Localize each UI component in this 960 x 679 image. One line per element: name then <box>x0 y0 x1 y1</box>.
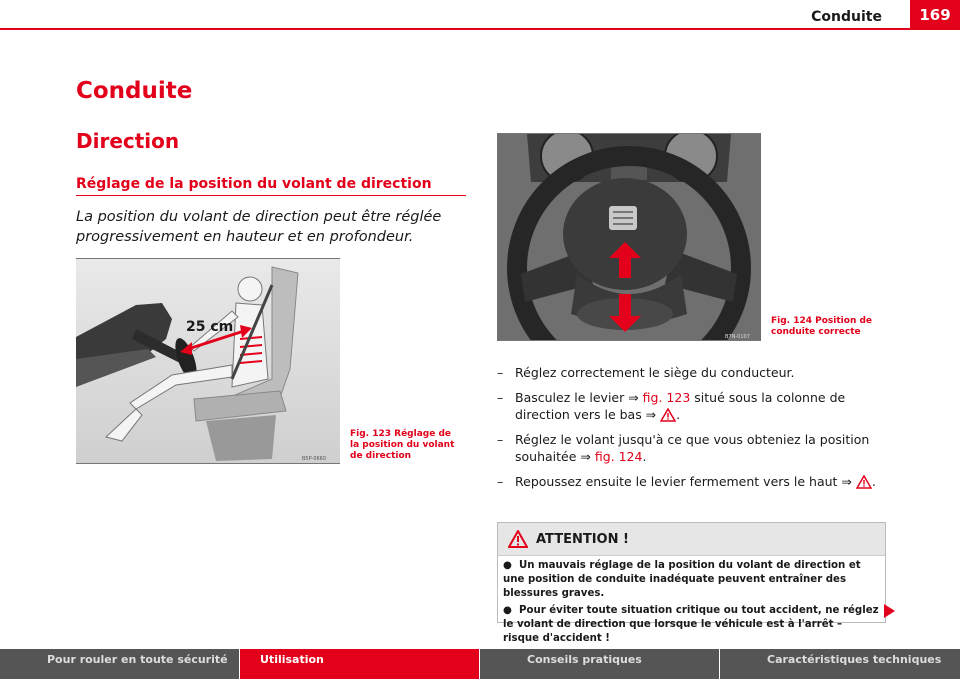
next-page-arrow-icon[interactable] <box>884 604 895 618</box>
attention-box <box>497 522 886 644</box>
instruction-list <box>497 364 897 498</box>
figure-reference-link[interactable]: fig. 124 <box>594 449 643 464</box>
header-rule <box>0 28 910 30</box>
step-text: situé sous la colonne de direction vers le bas ⇒ <box>515 390 846 422</box>
step-text: . <box>642 449 647 464</box>
footer-tab-tips[interactable]: Conseils pratiques <box>480 649 720 679</box>
attention-title: ATTENTION ! <box>536 531 629 547</box>
attention-item: ● Pour éviter toute situation critique ou tout accident, ne réglez le volant de direction que lorsque le véhicule est à l'arrêt – risque d'accident ! <box>503 605 879 644</box>
running-header: Conduite <box>811 9 882 25</box>
footer-nav <box>0 649 960 679</box>
figure-123-code: B5P-0660 <box>302 456 327 462</box>
footer-tab-safety[interactable]: Pour rouler en toute sécurité <box>0 649 240 679</box>
figure-reference-link[interactable]: fig. 123 <box>642 390 691 405</box>
warning-triangle-icon[interactable] <box>856 475 872 489</box>
bullet-icon: ● <box>503 560 519 571</box>
figure-123-distance-label: 25 cm <box>186 319 234 335</box>
bullet-icon: ● <box>503 605 519 616</box>
instruction-step: – Basculez le levier ⇒ fig. 123 situé sous la colonne de direction vers le bas ⇒ . <box>497 390 846 422</box>
intro-paragraph: La position du volant de direction peut être réglée progressivement en hauteur et en profondeur. <box>76 209 442 245</box>
figure-124-image <box>497 133 761 341</box>
figure-124-caption: Fig. 124 Position de conduite correcte <box>771 316 873 337</box>
instruction-step <box>497 364 897 381</box>
attention-item: ● Un mauvais réglage de la position du volant de direction et une position de conduite inadéquate peuvent entraîner des blessures graves. <box>503 560 861 599</box>
list-dash: – <box>497 432 504 447</box>
step-text: Repoussez ensuite le levier fermement vers le haut ⇒ <box>515 474 856 489</box>
page-number: 169 <box>910 0 960 30</box>
subsection-title: Réglage de la position du volant de direction <box>76 176 466 196</box>
footer-tab-specs[interactable]: Caractéristiques techniques <box>720 649 960 679</box>
chapter-title: Conduite <box>76 78 193 104</box>
step-text: Réglez le volant jusqu'à ce que vous obteniez la position souhaitée ⇒ <box>515 432 870 464</box>
figure-124-code: B7N-0107 <box>725 334 750 340</box>
list-dash: – <box>497 365 504 380</box>
list-dash: – <box>497 474 504 489</box>
warning-triangle-icon[interactable] <box>660 408 676 422</box>
step-text: Réglez correctement le siège du conducteur. <box>515 365 795 380</box>
list-dash: – <box>497 390 504 405</box>
step-text: Basculez le levier ⇒ <box>515 390 643 405</box>
footer-tab-utilisation[interactable]: Utilisation <box>240 649 480 679</box>
instruction-step <box>497 431 897 465</box>
figure-123-caption: Fig. 123 Réglage de la position du volant de direction <box>350 429 455 461</box>
instruction-step: – Repoussez ensuite le levier fermement vers le haut ⇒ . <box>497 474 876 489</box>
figure-123-image <box>76 258 340 464</box>
attention-body <box>498 556 885 646</box>
section-title: Direction <box>76 129 180 153</box>
attention-header <box>498 523 885 556</box>
warning-triangle-icon <box>508 530 528 548</box>
